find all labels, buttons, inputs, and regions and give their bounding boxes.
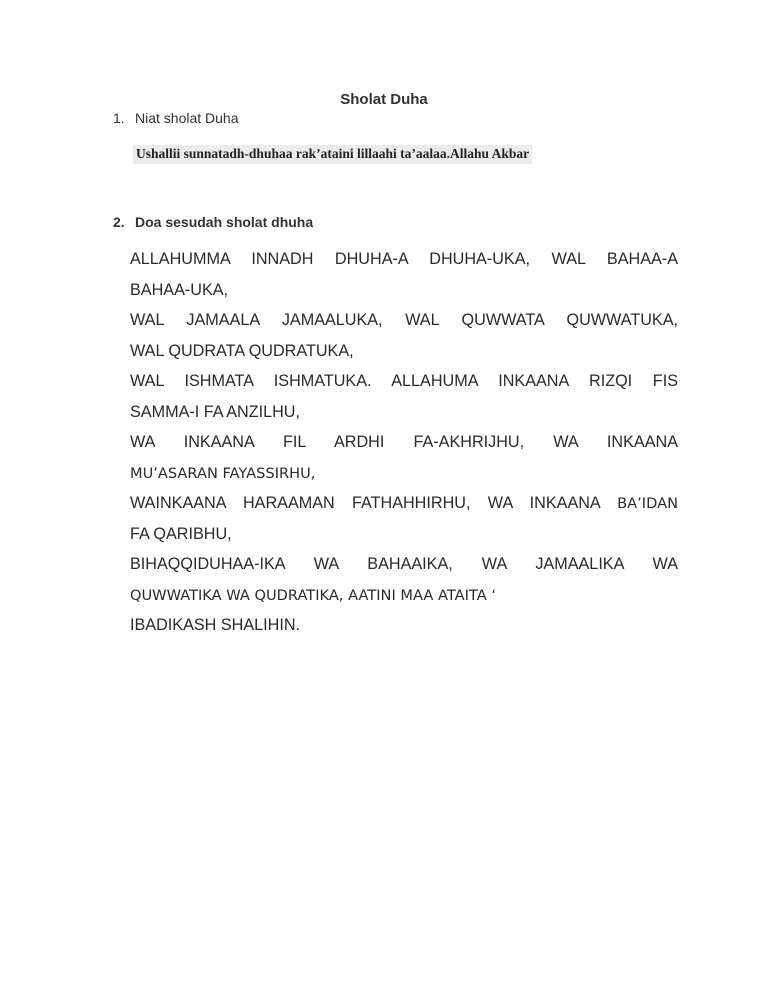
doa-line: IBADIKASH SHALIHIN. [130, 616, 301, 634]
doa-text-block [130, 244, 678, 641]
list-item-label: Niat sholat Duha [135, 110, 239, 126]
list-number: 1. [113, 110, 125, 126]
doa-line-alt-font: QUWWATIKA WA QUDRATIKA, AATINI MAA ATAITA ‘ [130, 586, 496, 604]
doa-line: FA QARIBHU, [130, 524, 232, 543]
doa-line [130, 488, 678, 519]
doa-line-alt-font: MU’ASARAN FAYASSIRHU, [130, 464, 316, 482]
doa-line: WAL QUDRATA QUDRATUKA, [130, 341, 354, 360]
document-title: Sholat Duha [340, 91, 428, 108]
list-item-label: Doa sesudah sholat dhuha [135, 214, 314, 230]
doa-line: WAL ISHMATA ISHMATUKA. ALLAHUMA INKAANA RIZQI FIS [130, 372, 678, 390]
list-item-niat [113, 110, 239, 126]
list-number: 2. [113, 214, 125, 230]
niat-text: Ushallii sunnatadh-dhuhaa rak’ataini lillaahi ta’aalaa.Allahu Akbar [133, 145, 532, 164]
doa-line: WAL JAMAALA JAMAALUKA, WAL QUWWATA QUWWATUKA, [130, 311, 678, 329]
doa-line: BAHAA-UKA, [130, 280, 229, 299]
list-item-doa [113, 214, 313, 230]
doa-line: ALLAHUMMA INNADH DHUHA-A DHUHA-UKA, WAL BAHAA-A [130, 250, 678, 268]
doa-line [130, 580, 678, 611]
doa-line-alt-font: BA’IDAN [617, 495, 678, 512]
doa-line-text: WAINKAANA HARAAMAN FATHAHHIRHU, WA INKAANA [130, 494, 600, 512]
doa-line: WA INKAANA FIL ARDHI FA-AKHRIJHU, WA INKAANA [130, 433, 678, 451]
doa-line: BIHAQQIDUHAA-IKA WA BAHAAIKA, WA JAMAALIKA WA [130, 555, 678, 573]
doa-line [130, 458, 678, 489]
doa-line: SAMMA-I FA ANZILHU, [130, 402, 300, 421]
